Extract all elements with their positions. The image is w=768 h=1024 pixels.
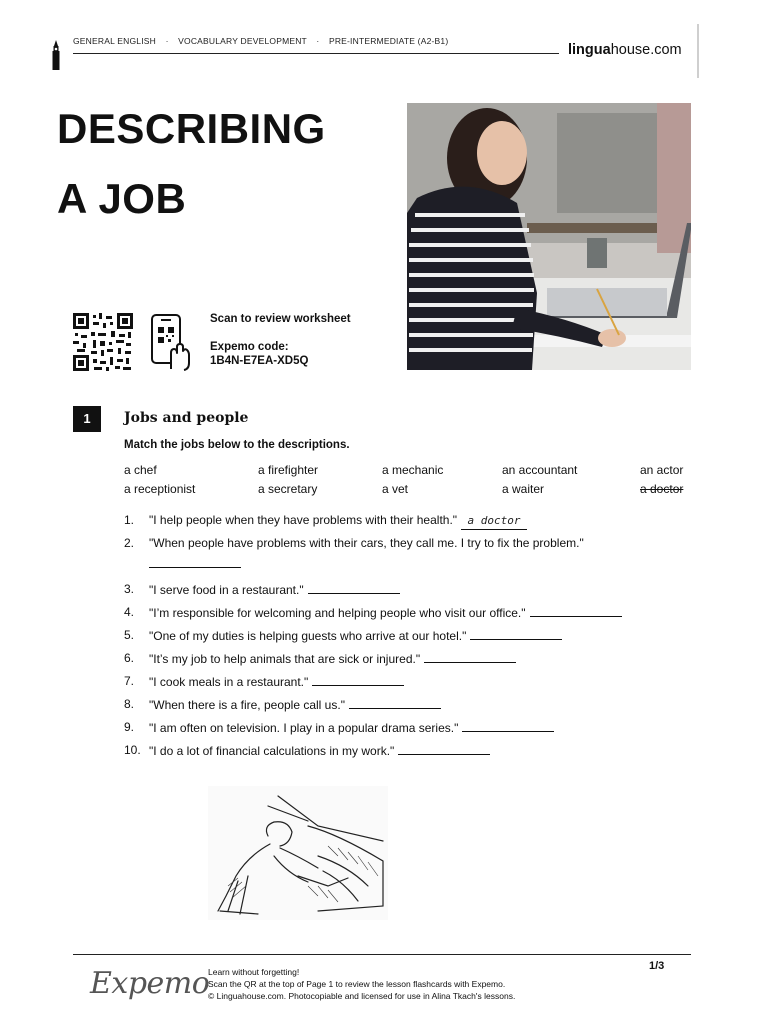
scan-label: Scan to review worksheet: [210, 313, 351, 325]
word-bank-item: an accountant: [502, 463, 578, 477]
item-text: "I do a lot of financial calculations in my work.": [149, 744, 395, 758]
list-item: [124, 627, 704, 650]
item-text: "It’s my job to help animals that are sick or injured.": [149, 652, 421, 666]
item-text: "When there is a fire, people call us.": [149, 698, 345, 712]
answer-blank[interactable]: [398, 742, 490, 755]
answer-blank[interactable]: [349, 696, 441, 709]
word-bank-item: a vet: [382, 482, 409, 496]
item-text: "I serve food in a restaurant.": [149, 583, 304, 597]
word-bank-item: a firefighter: [258, 463, 319, 477]
brand-logo: [568, 42, 682, 58]
list-item: [124, 512, 704, 535]
item-number: 5.: [124, 628, 135, 642]
mechanic-sketch-illustration: [208, 786, 388, 920]
phone-scan-icon: [149, 313, 191, 371]
answer-blank[interactable]: [149, 567, 241, 568]
brand-edge-bar: [697, 24, 699, 78]
footer-license: © Linguahouse.com. Photocopiable and licensed for use in Alina Tkach's lessons.: [208, 991, 516, 1001]
page-title: [57, 94, 326, 234]
word-bank-item: a receptionist: [124, 482, 196, 496]
word-bank-item: an actor: [640, 463, 684, 477]
item-number: 3.: [124, 582, 135, 596]
answer-field[interactable]: a doctor: [461, 513, 527, 530]
answer-blank[interactable]: [308, 581, 400, 594]
title-line-1: DESCRIBING: [57, 105, 326, 152]
answer-blank[interactable]: [470, 627, 562, 640]
item-text: "When people have problems with their cars, they call me. I try to fix the problem.": [149, 536, 584, 550]
item-number: 10.: [124, 743, 141, 757]
footer-divider: [73, 954, 691, 955]
header-divider: [73, 53, 559, 54]
list-item: [124, 535, 704, 581]
breadcrumb-topic: VOCABULARY DEVELOPMENT: [178, 36, 307, 46]
section-number-badge: 1: [73, 406, 101, 432]
item-text: "I am often on television. I play in a popular drama series.": [149, 721, 459, 735]
breadcrumb-separator: ·: [165, 36, 169, 46]
answer-blank[interactable]: [462, 719, 554, 732]
item-text: "I cook meals in a restaurant.": [149, 675, 309, 689]
scan-info: [210, 312, 351, 382]
list-item: [124, 742, 704, 765]
word-bank-item: a secretary: [258, 482, 318, 496]
list-item: [124, 581, 704, 604]
answer-blank[interactable]: [312, 673, 404, 686]
footer-tagline: Learn without forgetting!: [208, 967, 300, 977]
word-bank-item: a waiter: [502, 482, 545, 496]
footer-text: [208, 966, 515, 1002]
page-number: 1/3: [649, 960, 665, 972]
item-text: "I’m responsible for welcoming and helping people who visit our office.": [149, 606, 526, 620]
item-number: 1.: [124, 513, 135, 527]
list-item: [124, 604, 704, 627]
section-title: Jobs and people: [124, 410, 249, 426]
item-number: 9.: [124, 720, 135, 734]
expemo-logo: Expemo: [90, 966, 210, 1001]
item-number: 2.: [124, 536, 135, 550]
item-text: "I help people when they have problems with their health.": [149, 513, 458, 527]
qr-code: [73, 313, 133, 371]
title-line-2: A JOB: [57, 175, 187, 222]
brand-logo-rest: house.com: [610, 42, 682, 58]
expemo-code-label: Expemo code:: [210, 341, 289, 353]
word-bank-item: a chef: [124, 463, 157, 477]
breadcrumb-separator: ·: [316, 36, 320, 46]
breadcrumb-level: PRE-INTERMEDIATE (A2-B1): [328, 36, 449, 46]
list-item: [124, 650, 704, 673]
word-bank-item-used: a doctor: [640, 482, 684, 496]
footer-instruction: Scan the QR at the top of Page 1 to review the lesson flashcards with Expemo.: [208, 979, 506, 989]
big-ben-icon: [51, 40, 61, 70]
item-number: 4.: [124, 605, 135, 619]
brand-logo-bold: lingua: [568, 42, 611, 58]
list-item: [124, 673, 704, 696]
word-bank-item: a mechanic: [382, 463, 444, 477]
item-text: "One of my duties is helping guests who arrive at our hotel.": [149, 629, 467, 643]
item-number: 8.: [124, 697, 135, 711]
list-item: [124, 696, 704, 719]
expemo-code: 1B4N-E7EA-XD5Q: [210, 355, 309, 367]
item-number: 7.: [124, 674, 135, 688]
answer-blank[interactable]: [530, 604, 622, 617]
exercise-list: [124, 512, 704, 765]
answer-blank[interactable]: [424, 650, 516, 663]
list-item: [124, 719, 704, 742]
woman-at-laptop-photo: [407, 103, 691, 370]
section-instruction: Match the jobs below to the descriptions.: [124, 439, 350, 451]
breadcrumb-course: GENERAL ENGLISH: [73, 36, 156, 46]
breadcrumb: [73, 36, 448, 46]
item-number: 6.: [124, 651, 135, 665]
